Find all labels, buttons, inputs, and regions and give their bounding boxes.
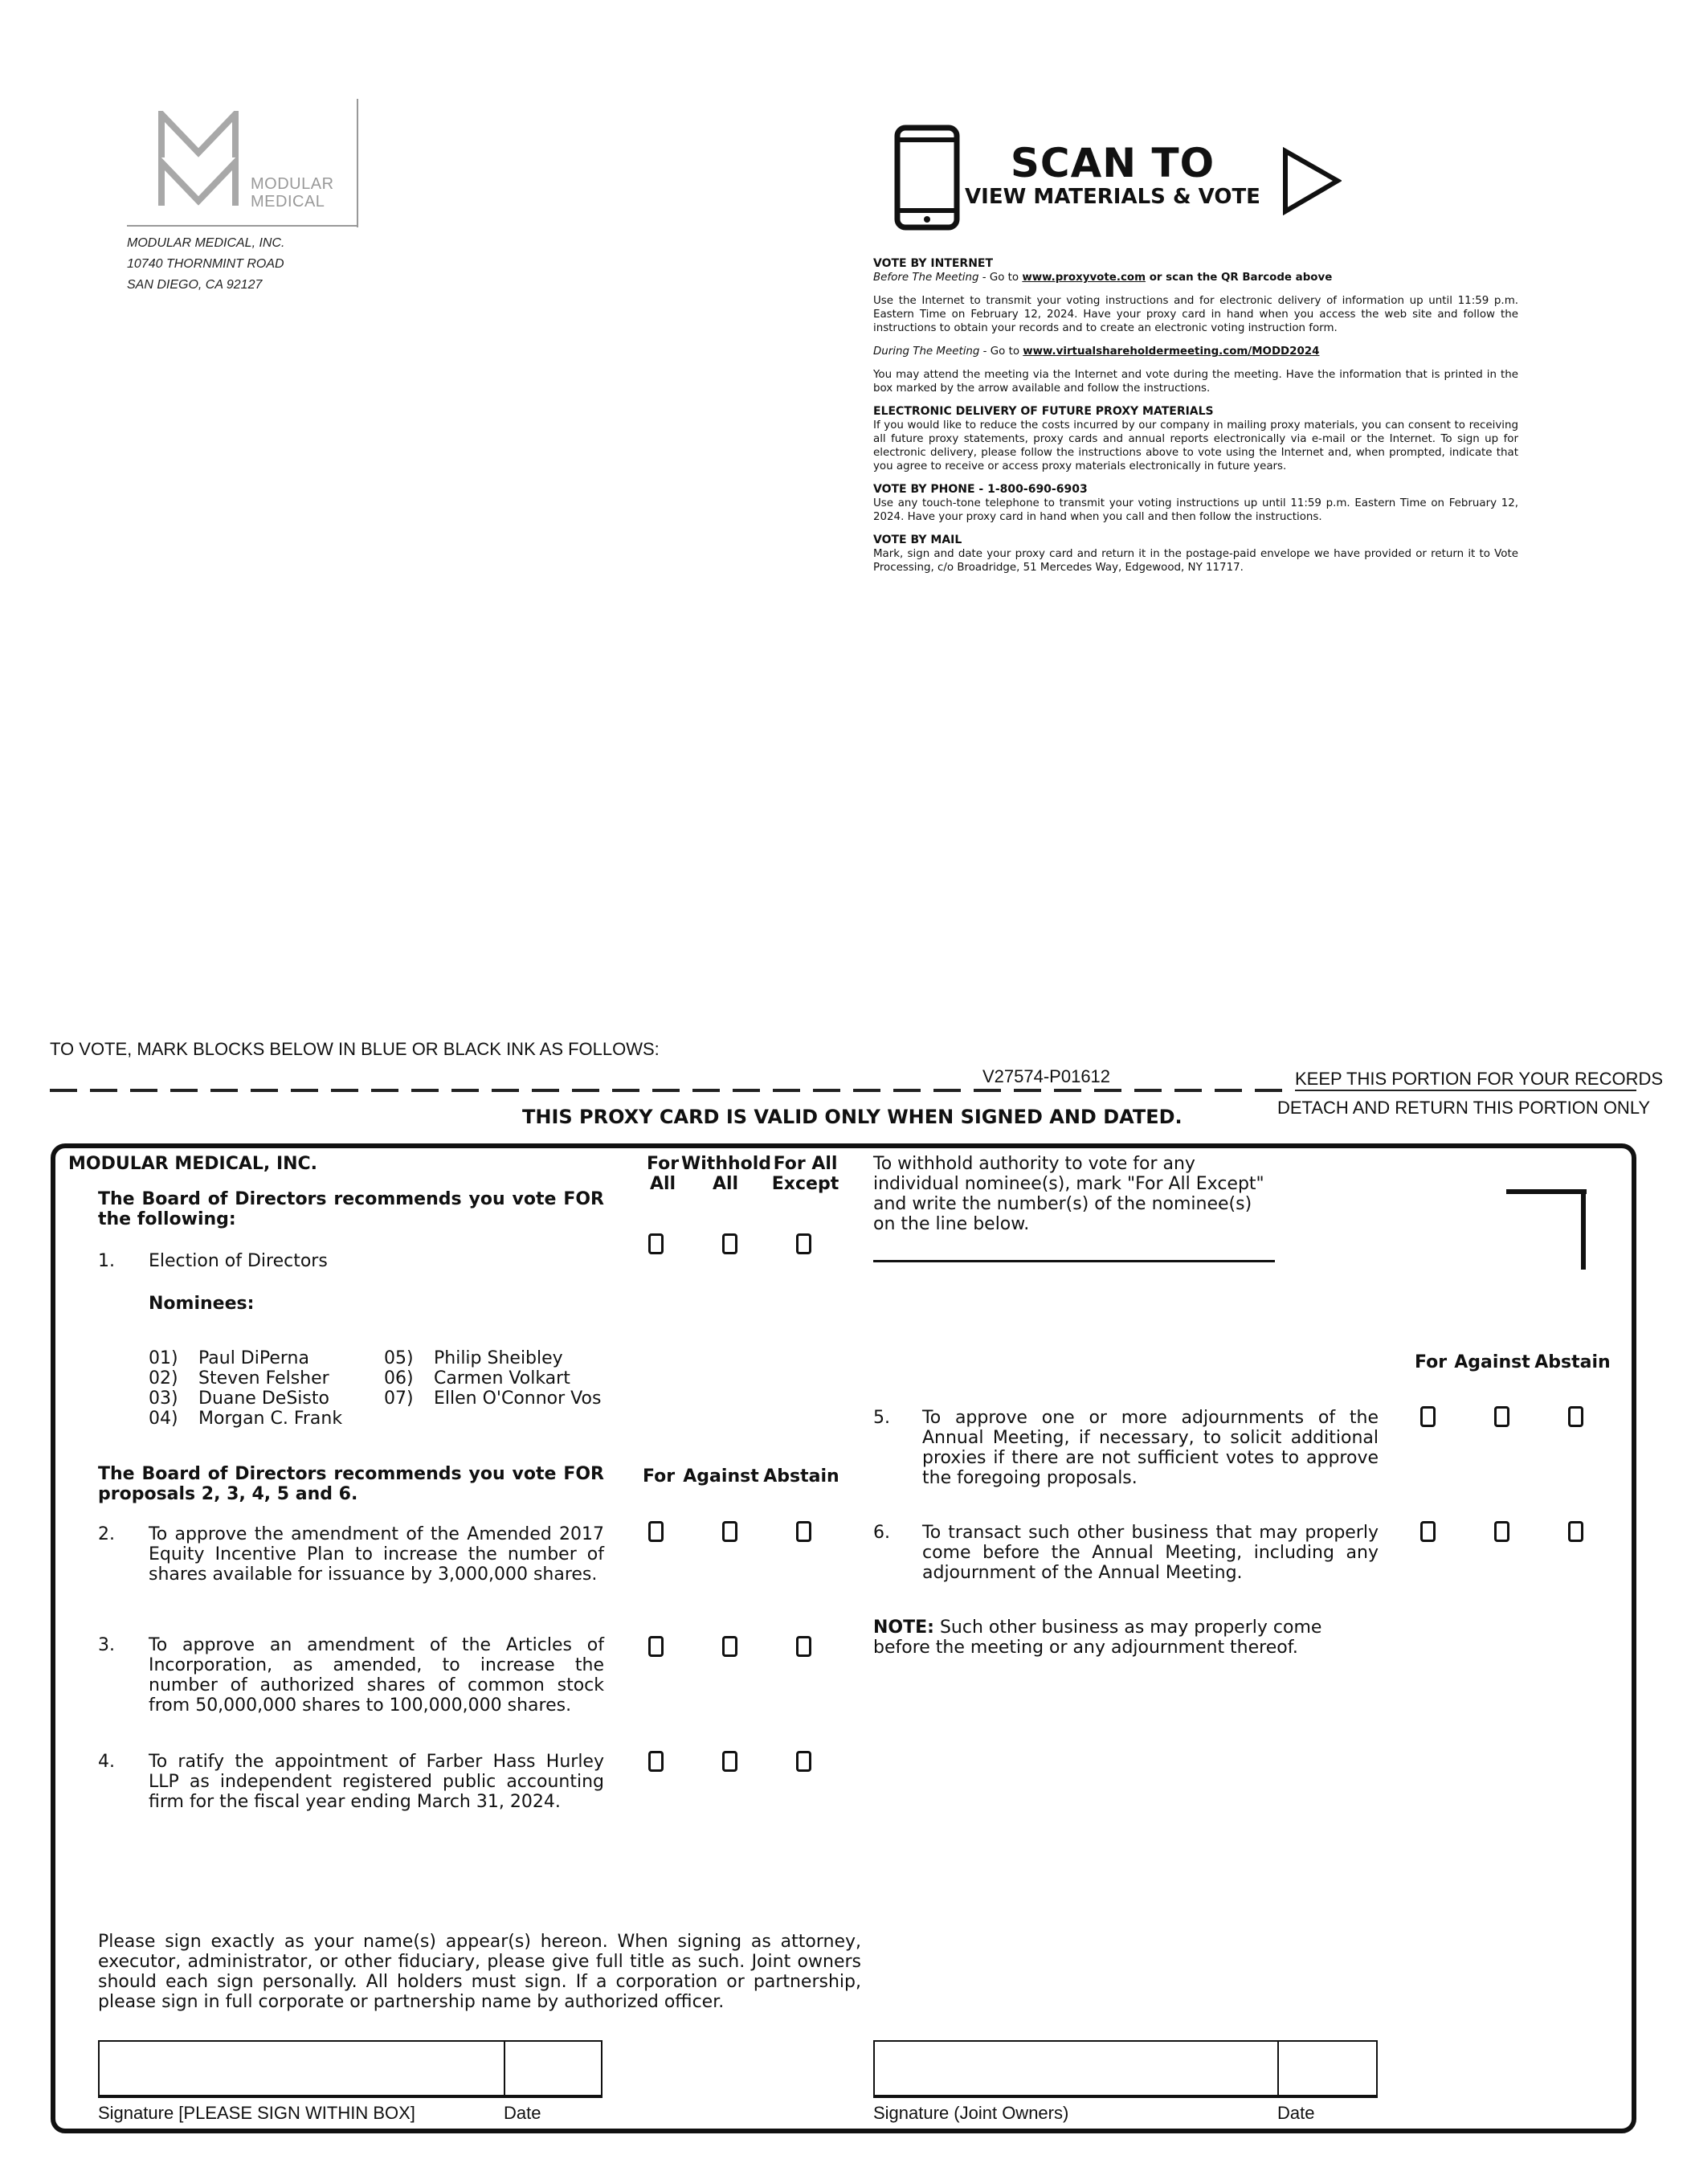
col-abstain: Abstain [1534, 1352, 1611, 1372]
before-meeting-tail: or scan the QR Barcode above [1146, 272, 1333, 284]
logo-line-1: MODULAR [251, 175, 334, 193]
to-vote-instruction: TO VOTE, MARK BLOCKS BELOW IN BLUE OR BLACK INK AS FOLLOWS: [50, 1039, 660, 1059]
proposal-number: 3. [98, 1635, 115, 1655]
nominee-name: Carmen Volkart [434, 1368, 570, 1389]
detach-portion-label: DETACH AND RETURN THIS PORTION ONLY [1277, 1098, 1651, 1118]
checkbox-proposal-4-against[interactable] [722, 1751, 737, 1772]
checkbox-for-all[interactable] [648, 1233, 664, 1254]
nominee-number: 03) [149, 1389, 178, 1409]
nominee-name: Duane DeSisto [198, 1389, 329, 1409]
phone-icon [894, 125, 960, 231]
mail-body: Mark, sign and date your proxy card and return it in the postage-paid envelope we have provided or return it to Vote Processing, c/o Broadridge, 51 Mercedes Way, Edgewood, NY 11717. [873, 548, 1518, 574]
nominee-number: 01) [149, 1348, 178, 1368]
arrow-right-icon [1281, 147, 1342, 215]
valid-notice: THIS PROXY CARD IS VALID ONLY WHEN SIGNED AND DATED. [522, 1106, 1183, 1128]
col-for-all: For All [646, 1154, 680, 1194]
nominee-name: Philip Sheibley [434, 1348, 563, 1368]
during-body: You may attend the meeting via the Internet and vote during the meeting. Have the information that is printed in the box marked by the arrow available and follow the instructions. [873, 369, 1518, 395]
signature-box[interactable] [98, 2040, 602, 2098]
logo-divider-horizontal [127, 225, 358, 227]
note [873, 1618, 1379, 1658]
nominee-number: 05) [384, 1348, 414, 1368]
proposal-number: 5. [873, 1408, 890, 1428]
col-abstain: Abstain [763, 1466, 839, 1487]
proposal-number: 4. [98, 1752, 115, 1772]
logo-line-2: MEDICAL [251, 193, 325, 211]
signature-label: Signature [PLEASE SIGN WITHIN BOX] [98, 2103, 415, 2123]
virtual-meeting-link[interactable]: www.virtualshareholdermeeting.com/MODD2024 [1023, 346, 1320, 358]
checkbox-proposal-2-against[interactable] [722, 1521, 737, 1542]
during-meeting-text: - Go to [979, 346, 1023, 358]
date-divider [504, 2040, 505, 2098]
company-address [127, 233, 284, 296]
nominee-number: 06) [384, 1368, 414, 1389]
joint-signature-label: Signature (Joint Owners) [873, 2103, 1069, 2123]
address-line: 10740 THORNMINT ROAD [127, 257, 284, 271]
keep-underline [1295, 1090, 1636, 1091]
checkbox-proposal-6-for[interactable] [1420, 1521, 1436, 1542]
proposal-4-text: To ratify the appointment of Farber Hass Hurley LLP as independent registered public accounting firm for the fiscal year ending March 31, 2024. [149, 1752, 604, 1812]
proposal-number: 6. [873, 1523, 890, 1543]
joint-signature-box[interactable] [873, 2040, 1378, 2098]
during-meeting-label: During The Meeting [873, 346, 980, 358]
checkbox-proposal-6-abstain[interactable] [1568, 1521, 1583, 1542]
proposal-6-text: To transact such other business that may properly come before the Annual Meeting, including any adjournment of the Annual Meeting. [922, 1523, 1379, 1583]
date-label: Date [504, 2103, 541, 2123]
before-meeting-text: - Go to [978, 272, 1023, 284]
col-withhold-all: Withhold All [681, 1154, 772, 1194]
board-recommendation-2: The Board of Directors recommends you vote FOR proposals 2, 3, 4, 5 and 6. [98, 1464, 604, 1504]
phone-heading: VOTE BY PHONE - 1-800-690-6903 [873, 483, 1088, 496]
checkbox-proposal-5-for[interactable] [1420, 1406, 1436, 1427]
col-against: Against [683, 1466, 759, 1487]
logo-divider-vertical [357, 99, 358, 227]
corner-marker [1506, 1189, 1587, 1194]
nominee-name: Steven Felsher [198, 1368, 329, 1389]
item-1-text: Election of Directors [149, 1251, 328, 1271]
checkbox-withhold-all[interactable] [722, 1233, 737, 1254]
note-label: NOTE: [873, 1618, 934, 1638]
scan-title: SCAN TO [1010, 140, 1215, 186]
detach-dashed-line [50, 1089, 1285, 1092]
col-for: For [1414, 1352, 1448, 1372]
proposal-3-text: To approve an amendment of the Articles of Incorporation, as amended, to increase the number of authorized shares of common stock from 50,000,000 shares to 100,000,000 shares. [149, 1635, 604, 1716]
withhold-instructions: To withhold authority to vote for any individual nominee(s), mark "For All Except" and write the number(s) of the nominee(s) on the line below. [873, 1154, 1264, 1234]
control-number: V27574-P01612 [982, 1066, 1111, 1086]
keep-portion-label: KEEP THIS PORTION FOR YOUR RECORDS [1295, 1069, 1664, 1089]
mail-heading: VOTE BY MAIL [873, 534, 962, 546]
card-company-name: MODULAR MEDICAL, INC. [68, 1154, 318, 1174]
checkbox-proposal-6-against[interactable] [1494, 1521, 1509, 1542]
proposal-2-text: To approve the amendment of the Amended 2017 Equity Incentive Plan to increase the number of shares available for issuance by 3,000,000 shares. [149, 1524, 604, 1585]
checkbox-proposal-3-abstain[interactable] [796, 1636, 811, 1657]
note-text: Such other business as may properly come before the meeting or any adjournment thereof. [873, 1618, 1322, 1658]
address-line: SAN DIEGO, CA 92127 [127, 278, 263, 292]
electronic-body: If you would like to reduce the costs incurred by our company in mailing proxy materials, you can consent to receiving all future proxy statements, proxy cards and annual reports electronically via e-mail or the Internet. To sign up for electronic delivery, please follow the instructions above to vote using the Internet and, when prompted, indicate that you agree to receive or access proxy materials electronically in future years. [873, 419, 1518, 472]
scan-subtitle: VIEW MATERIALS & VOTE [965, 185, 1260, 209]
nominee-number: 07) [384, 1389, 414, 1409]
item-number: 1. [98, 1251, 115, 1271]
checkbox-for-all-except[interactable] [796, 1233, 811, 1254]
proposal-number: 2. [98, 1524, 115, 1544]
checkbox-proposal-4-abstain[interactable] [796, 1751, 811, 1772]
proposal-5-text: To approve one or more adjournments of the Annual Meeting, if necessary, to solicit additional proxies if there are not sufficient votes to approve the foregoing proposals. [922, 1408, 1379, 1488]
modular-medical-logo [158, 111, 239, 207]
checkbox-proposal-5-abstain[interactable] [1568, 1406, 1583, 1427]
nominee-name: Ellen O'Connor Vos [434, 1389, 602, 1409]
phone-body: Use any touch-tone telephone to transmit your voting instructions up until 11:59 p.m. Eastern Time on February 12, 2024. Have your proxy card in hand when you call and then follow the instructions. [873, 497, 1518, 523]
date-label: Date [1277, 2103, 1315, 2123]
before-meeting-label: Before The Meeting [873, 272, 979, 284]
corner-marker [1581, 1189, 1586, 1270]
date-divider [1277, 2040, 1279, 2098]
voting-instructions [873, 257, 1518, 584]
col-for: For [642, 1466, 676, 1487]
col-for-all-except: For All Except [771, 1154, 839, 1194]
checkbox-proposal-2-abstain[interactable] [796, 1521, 811, 1542]
col-against: Against [1454, 1352, 1530, 1372]
internet-body: Use the Internet to transmit your voting instructions and for electronic delivery of information up until 11:59 p.m. Eastern Time on February 12, 2024. Have your proxy card in hand when you access the web site and follow the instructions to obtain your records and to create an electronic voting instruction form. [873, 295, 1518, 334]
nominee-name: Paul DiPerna [198, 1348, 309, 1368]
checkbox-proposal-3-against[interactable] [722, 1636, 737, 1657]
checkbox-proposal-4-for[interactable] [648, 1751, 664, 1772]
nominee-number: 04) [149, 1409, 178, 1429]
signing-instructions: Please sign exactly as your name(s) appear(s) hereon. When signing as attorney, executor, administrator, or other fiduciary, please give full title as such. Joint owners should each sign personally. All holders must sign. If a corporation or partnership, please sign in full corporate or partnership name by authorized officer. [98, 1932, 861, 2012]
checkbox-proposal-3-for[interactable] [648, 1636, 664, 1657]
nominee-exception-line[interactable] [873, 1260, 1275, 1262]
address-line: MODULAR MEDICAL, INC. [127, 236, 285, 250]
checkbox-proposal-2-for[interactable] [648, 1521, 664, 1542]
nominees-label: Nominees: [149, 1294, 255, 1314]
checkbox-proposal-5-against[interactable] [1494, 1406, 1509, 1427]
nominee-name: Morgan C. Frank [198, 1409, 343, 1429]
internet-heading: VOTE BY INTERNET [873, 257, 994, 270]
board-recommendation-1: The Board of Directors recommends you vote FOR the following: [98, 1189, 604, 1229]
proxyvote-link[interactable]: www.proxyvote.com [1022, 272, 1146, 284]
nominee-number: 02) [149, 1368, 178, 1389]
logo-wordmark [251, 175, 334, 211]
electronic-heading: ELECTRONIC DELIVERY OF FUTURE PROXY MATERIALS [873, 405, 1214, 418]
